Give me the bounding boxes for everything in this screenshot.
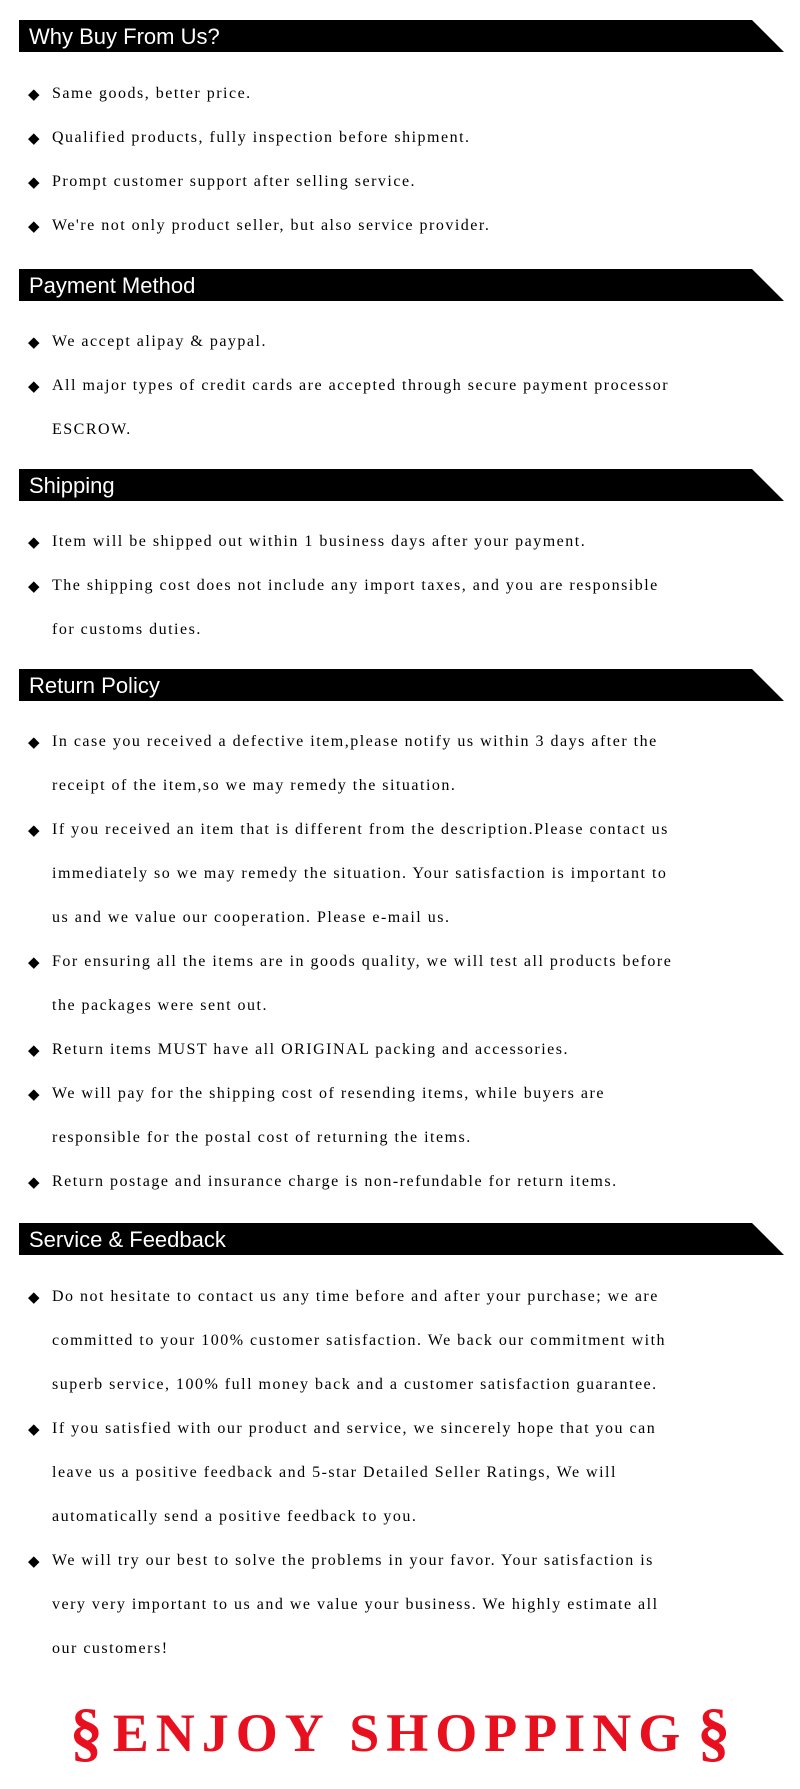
list-item bbox=[28, 1275, 788, 1407]
text-line: If you satisfied with our product and service, we sincerely hope that you can bbox=[52, 1420, 657, 1437]
list-item-text bbox=[52, 1539, 800, 1671]
list-item-text bbox=[52, 1275, 800, 1407]
list-item bbox=[28, 520, 788, 564]
text-line: for customs duties. bbox=[52, 621, 202, 638]
diamond-bullet-icon: ◆ bbox=[28, 377, 40, 395]
list-item bbox=[28, 720, 788, 808]
list-item-text bbox=[52, 1072, 800, 1160]
list-item bbox=[28, 116, 788, 160]
section-title: Why Buy From Us? bbox=[29, 24, 220, 49]
list-item bbox=[28, 940, 788, 1028]
list-item bbox=[28, 364, 788, 452]
text-line: We're not only product seller, but also service provider. bbox=[52, 217, 491, 234]
section-header-why-buy-from-us bbox=[19, 20, 784, 52]
section-title: Shipping bbox=[29, 473, 115, 498]
diamond-bullet-icon: ◆ bbox=[28, 1288, 40, 1306]
list-item bbox=[28, 1160, 788, 1204]
footer-slogan: ENJOY SHOPPING bbox=[112, 1703, 688, 1763]
enjoy-shopping-banner bbox=[0, 1694, 800, 1772]
list-item-text bbox=[52, 520, 800, 564]
diamond-bullet-icon: ◆ bbox=[28, 533, 40, 551]
text-line: Same goods, better price. bbox=[52, 85, 252, 102]
list-item-text bbox=[52, 808, 800, 940]
text-line: All major types of credit cards are accepted through secure payment processor bbox=[52, 377, 670, 394]
list-item bbox=[28, 1072, 788, 1160]
list-item bbox=[28, 564, 788, 652]
diamond-bullet-icon: ◆ bbox=[28, 1420, 40, 1438]
section-title: Return Policy bbox=[29, 673, 160, 698]
list-item bbox=[28, 72, 788, 116]
section-sign-right: § bbox=[697, 1696, 731, 1769]
list-item bbox=[28, 320, 788, 364]
diamond-bullet-icon: ◆ bbox=[28, 333, 40, 351]
diamond-bullet-icon: ◆ bbox=[28, 1085, 40, 1103]
list-item-text bbox=[52, 1028, 800, 1072]
diamond-bullet-icon: ◆ bbox=[28, 85, 40, 103]
text-line: Prompt customer support after selling service. bbox=[52, 173, 417, 190]
text-line: our customers! bbox=[52, 1640, 169, 1657]
text-line: ESCROW. bbox=[52, 421, 132, 438]
text-line: In case you received a defective item,please notify us within 3 days after the bbox=[52, 733, 658, 750]
list-item bbox=[28, 1539, 788, 1671]
text-line: us and we value our cooperation. Please e-mail us. bbox=[52, 909, 451, 926]
section-header-return-policy bbox=[19, 669, 784, 701]
text-line: receipt of the item,so we may remedy the situation. bbox=[52, 777, 457, 794]
text-line: For ensuring all the items are in goods quality, we will test all products before bbox=[52, 953, 673, 970]
diamond-bullet-icon: ◆ bbox=[28, 217, 40, 235]
text-line: Return items MUST have all ORIGINAL packing and accessories. bbox=[52, 1041, 570, 1058]
text-line: Do not hesitate to contact us any time before and after your purchase; we are bbox=[52, 1288, 659, 1305]
list-item bbox=[28, 808, 788, 940]
list-item bbox=[28, 204, 788, 248]
text-line: Qualified products, fully inspection before shipment. bbox=[52, 129, 471, 146]
list-item-text bbox=[52, 1407, 800, 1539]
diamond-bullet-icon: ◆ bbox=[28, 953, 40, 971]
diamond-bullet-icon: ◆ bbox=[28, 1552, 40, 1570]
list-item-text bbox=[52, 116, 800, 160]
text-line: Item will be shipped out within 1 business days after your payment. bbox=[52, 533, 587, 550]
diamond-bullet-icon: ◆ bbox=[28, 129, 40, 147]
list-item bbox=[28, 1028, 788, 1072]
diamond-bullet-icon: ◆ bbox=[28, 821, 40, 839]
text-line: automatically send a positive feedback to you. bbox=[52, 1508, 418, 1525]
list-item-text bbox=[52, 72, 800, 116]
text-line: committed to your 100% customer satisfaction. We back our commitment with bbox=[52, 1332, 667, 1349]
section-sign-left: § bbox=[69, 1696, 103, 1769]
text-line: We accept alipay & paypal. bbox=[52, 333, 267, 350]
section-header-shipping bbox=[19, 469, 784, 501]
list-item-text bbox=[52, 940, 800, 1028]
list-item-text bbox=[52, 1160, 800, 1204]
section-header-service-feedback bbox=[19, 1223, 784, 1255]
text-line: responsible for the postal cost of returning the items. bbox=[52, 1129, 472, 1146]
text-line: the packages were sent out. bbox=[52, 997, 268, 1014]
list-item bbox=[28, 160, 788, 204]
header-banner-shape bbox=[19, 469, 784, 501]
diamond-bullet-icon: ◆ bbox=[28, 1173, 40, 1191]
text-line: immediately so we may remedy the situation. Your satisfaction is important to bbox=[52, 865, 668, 882]
diamond-bullet-icon: ◆ bbox=[28, 173, 40, 191]
list-item-text bbox=[52, 720, 800, 808]
list-item-text bbox=[52, 320, 800, 364]
text-line: very very important to us and we value your business. We highly estimate all bbox=[52, 1596, 659, 1613]
diamond-bullet-icon: ◆ bbox=[28, 733, 40, 751]
list-item-text bbox=[52, 564, 800, 652]
diamond-bullet-icon: ◆ bbox=[28, 577, 40, 595]
text-line: superb service, 100% full money back and a customer satisfaction guarantee. bbox=[52, 1376, 658, 1393]
text-line: We will pay for the shipping cost of resending items, while buyers are bbox=[52, 1085, 605, 1102]
section-title: Payment Method bbox=[29, 273, 196, 298]
list-item-text bbox=[52, 364, 800, 452]
section-title: Service & Feedback bbox=[29, 1227, 226, 1252]
text-line: Return postage and insurance charge is non-refundable for return items. bbox=[52, 1173, 618, 1190]
text-line: We will try our best to solve the problems in your favor. Your satisfaction is bbox=[52, 1552, 654, 1569]
list-item bbox=[28, 1407, 788, 1539]
section-header-payment-method bbox=[19, 269, 784, 301]
text-line: The shipping cost does not include any import taxes, and you are responsible bbox=[52, 577, 659, 594]
text-line: If you received an item that is different from the description.Please contact us bbox=[52, 821, 669, 838]
diamond-bullet-icon: ◆ bbox=[28, 1041, 40, 1059]
list-item-text bbox=[52, 160, 800, 204]
list-item-text bbox=[52, 204, 800, 248]
text-line: leave us a positive feedback and 5-star Detailed Seller Ratings, We will bbox=[52, 1464, 617, 1481]
